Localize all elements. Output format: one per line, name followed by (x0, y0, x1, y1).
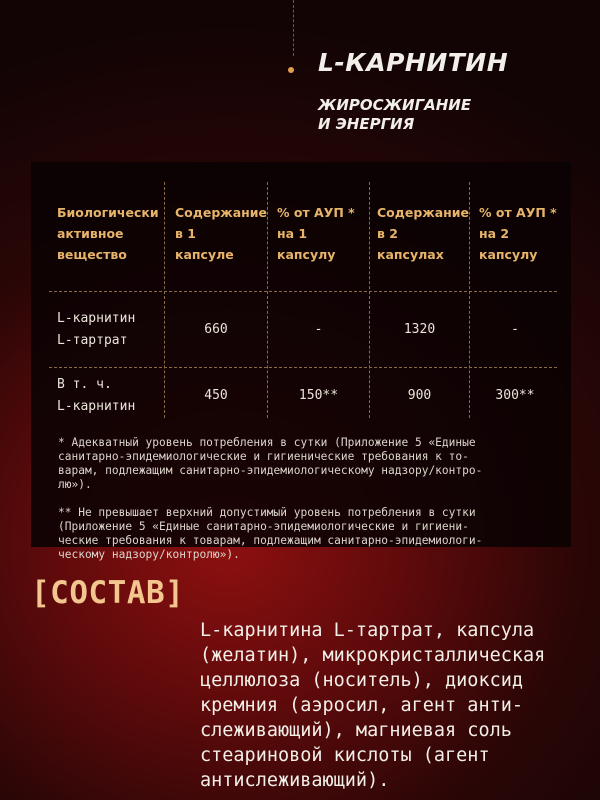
column-divider (469, 182, 470, 418)
table-header-aup-1: % от АУП * на 1 капсулу (277, 205, 355, 262)
table-cell-value: - (314, 322, 323, 337)
footnote-1: * Адекватный уровень потребления в сутки (Приложение 5 «Единые санитарно-эпидемиологические и гигиенические требования к то- варам, подлежащим санитарно-эпидемиологическому надзору/контро- лю»). (58, 436, 483, 491)
column-divider (164, 182, 165, 418)
decorative-dashed-line (293, 0, 294, 56)
table-cell-substance: L-карнитин L-тартрат (57, 311, 136, 348)
table-cell-value: 150** (298, 388, 339, 403)
composition-text: L-карнитина L-тартрат, капсула (желатин), микрокристаллическая целлюлоза (носитель), диоксид кремния (аэросил, агент анти- слеживающий), магниевая соль стеариновой кислоты (агент антислеживающий). (200, 620, 546, 791)
product-subtitle (318, 96, 548, 134)
table-cell-value: - (511, 322, 519, 337)
footnote-2: ** Не превышает верхний допустимый уровень потребления в сутки (Приложение 5 «Единые санитарно-эпидемиологические и гигиени- ческие требования к товарам, подлежащим санитарно-эпидемиологи- ческому надзору/контролю»). (58, 506, 483, 561)
product-title: L-КАРНИТИН (318, 48, 509, 77)
table-cell-value: 450 (204, 388, 228, 403)
column-divider (369, 182, 370, 418)
table-cell-value: 900 (407, 388, 432, 403)
table-cell-value: 1320 (403, 322, 436, 337)
table-header-aup-2: % от АУП * на 2 капсулу (479, 205, 557, 262)
table-header-substance: Биологически активное вещество (57, 205, 159, 262)
table-cell-substance: В т. ч. L-карнитин (57, 377, 136, 414)
subtitle-line-1: ЖИРОСЖИГАНИЕ (318, 96, 472, 114)
table-header-content-1: Содержание в 1 капсуле (175, 205, 268, 262)
column-divider (267, 182, 268, 418)
row-divider (49, 291, 557, 292)
composition-heading: [СОСТАВ] (31, 575, 185, 611)
table-cell-value: 660 (204, 322, 228, 337)
subtitle-line-2: И ЭНЕРГИЯ (318, 115, 415, 133)
table-footnotes (58, 422, 578, 576)
table-cell-value: 300** (495, 388, 535, 403)
table-header-content-2: Содержание в 2 капсулах (377, 205, 470, 262)
row-divider (49, 367, 557, 368)
decorative-dot (288, 67, 294, 73)
